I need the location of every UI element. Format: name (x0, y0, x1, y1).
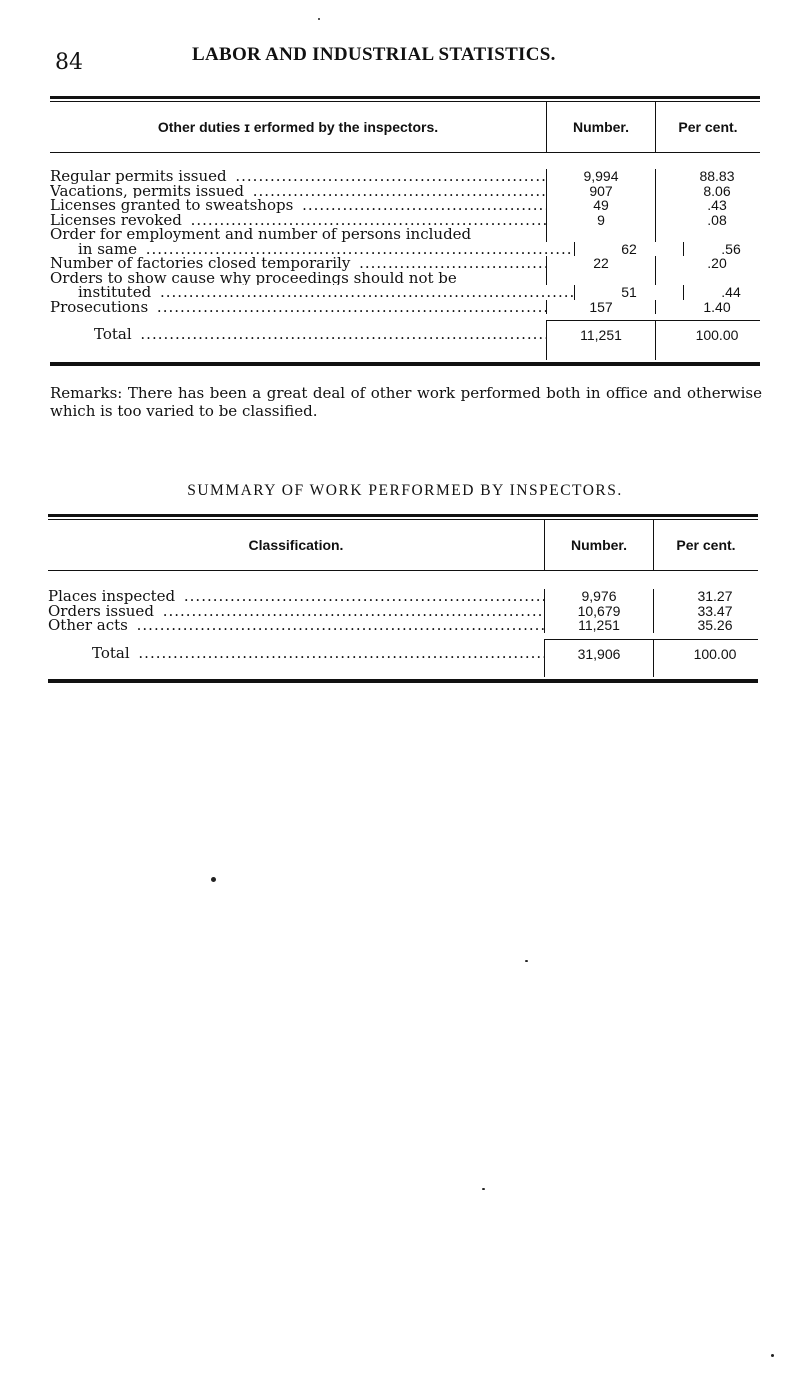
row-number: 9 (546, 213, 655, 228)
row-label: Prosecutions (50, 300, 151, 315)
table-row (50, 285, 760, 300)
row-number (546, 227, 655, 242)
row-percent: .44 (683, 285, 760, 300)
row-number: 907 (546, 184, 655, 199)
table-row (48, 604, 758, 619)
table-bottom-rule (50, 363, 760, 366)
column-header-percent: Per cent. (653, 520, 758, 570)
table-row (50, 213, 760, 228)
row-percent: 8.06 (655, 184, 760, 199)
table-row (50, 271, 760, 286)
page-number: 84 (55, 50, 83, 75)
row-number: 10,679 (544, 604, 653, 619)
column-header-number: Number. (546, 102, 655, 152)
table-row (50, 198, 760, 213)
scan-speck (482, 1188, 485, 1190)
row-percent: .20 (655, 256, 760, 271)
table-header-row (50, 102, 760, 153)
row-percent: .08 (655, 213, 760, 228)
row-number: 157 (546, 300, 655, 315)
row-number: 9,994 (546, 169, 655, 184)
row-percent (655, 271, 760, 286)
table-row (50, 169, 760, 184)
total-number: 31,906 (544, 639, 653, 677)
scan-speck (771, 1354, 774, 1357)
total-label: Total (92, 644, 133, 662)
row-percent: 35.26 (653, 618, 758, 633)
row-label: Number of factories closed temporarily (50, 256, 353, 271)
column-header-number: Number. (544, 520, 653, 570)
scan-speck (525, 960, 528, 962)
row-number: 62 (574, 242, 683, 257)
remarks-paragraph: Remarks: There has been a great deal of other work performed both in office and otherwise which is too varied to be classified. (50, 384, 762, 420)
table-row (48, 589, 758, 604)
row-label: Orders issued (48, 604, 157, 619)
row-label: Order for employment and number of persons included (50, 227, 474, 242)
table-total-row (48, 639, 758, 677)
summary-table (48, 514, 758, 683)
column-header-description: Other duties ɪ erformed by the inspectors. (157, 119, 439, 135)
row-label: Vacations, permits issued (50, 184, 247, 199)
row-percent (655, 227, 760, 242)
total-percent: 100.00 (655, 320, 760, 360)
table-header-row (48, 520, 758, 571)
table-total-row (50, 320, 760, 360)
row-number (546, 271, 655, 286)
total-number: 11,251 (546, 320, 655, 360)
table-row (48, 618, 758, 639)
scan-speck (318, 18, 320, 20)
row-label: instituted (78, 285, 154, 300)
table-body (48, 571, 758, 639)
table-top-rule (50, 96, 760, 99)
table-body (50, 153, 760, 320)
row-percent: 1.40 (655, 300, 760, 315)
row-percent: 88.83 (655, 169, 760, 184)
table-top-rule (48, 514, 758, 517)
other-duties-table (50, 96, 760, 366)
row-label: Orders to show cause why proceedings should not be (50, 271, 460, 286)
table-row (50, 184, 760, 199)
row-percent: .43 (655, 198, 760, 213)
scan-speck (211, 877, 216, 882)
row-label: Licenses granted to sweatshops (50, 198, 296, 213)
row-number: 22 (546, 256, 655, 271)
column-header-percent: Per cent. (655, 102, 760, 152)
column-header-classification: Classification. (248, 537, 344, 553)
row-label: Other acts (48, 618, 131, 633)
row-label: in same (78, 242, 140, 257)
table-row (50, 300, 760, 321)
total-percent: 100.00 (653, 639, 758, 677)
row-label: Places inspected (48, 589, 178, 604)
row-percent: .56 (683, 242, 760, 257)
row-number: 51 (574, 285, 683, 300)
table-row (50, 227, 760, 242)
table-row (50, 256, 760, 271)
table-bottom-rule (48, 680, 758, 683)
total-label: Total (94, 325, 135, 343)
row-number: 49 (546, 198, 655, 213)
running-title: LABOR AND INDUSTRIAL STATISTICS. (192, 44, 556, 65)
row-label: Licenses revoked (50, 213, 185, 228)
section-title: SUMMARY OF WORK PERFORMED BY INSPECTORS. (187, 482, 623, 499)
row-number: 11,251 (544, 618, 653, 633)
table-row (50, 242, 760, 257)
row-percent: 31.27 (653, 589, 758, 604)
row-label: Regular permits issued (50, 169, 230, 184)
row-percent: 33.47 (653, 604, 758, 619)
row-number: 9,976 (544, 589, 653, 604)
